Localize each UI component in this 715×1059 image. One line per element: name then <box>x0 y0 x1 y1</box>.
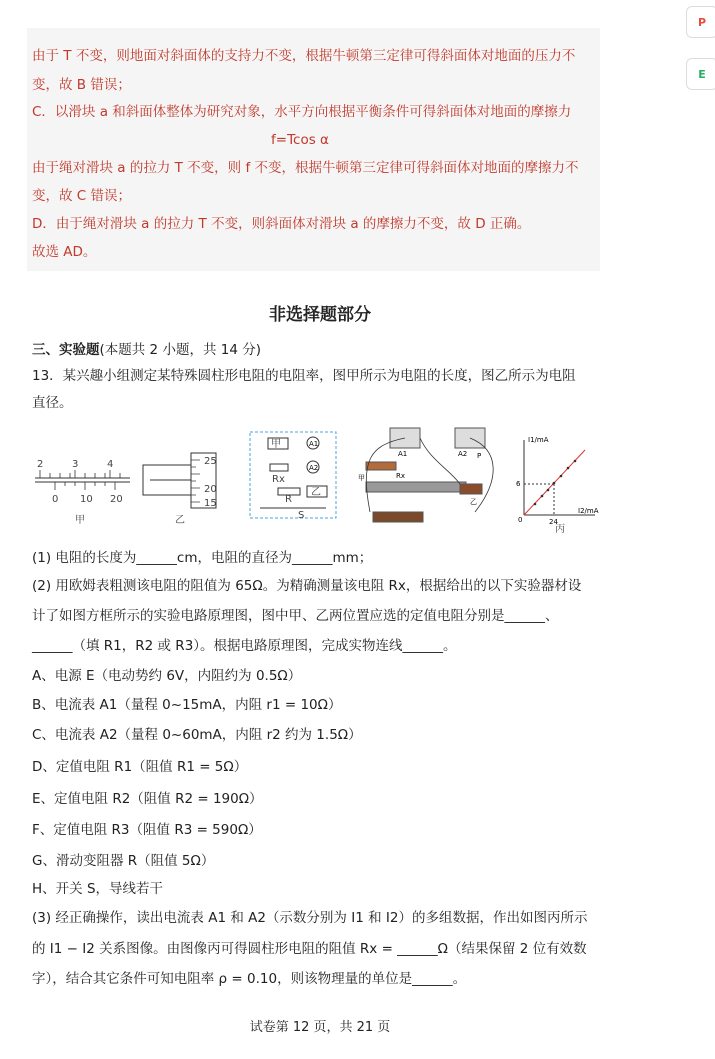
answer-line: D．由于绳对滑块 a 的拉力 T 不变，则斜面体对滑块 a 的摩擦力不变，故 D 正确。 <box>32 216 531 232</box>
ruler-tick: 4 <box>107 459 114 470</box>
experiment-figures <box>30 420 605 540</box>
ruler-tick: 20 <box>110 494 123 505</box>
section-title: 非选择题部分 <box>269 305 371 325</box>
apparatus-label: P <box>477 452 482 460</box>
section-header: 三、实验题 <box>32 342 100 358</box>
pdf-icon[interactable]: P <box>686 6 715 38</box>
section-note: (本题共 2 小题，共 14 分) <box>99 342 261 358</box>
graph-origin: 0 <box>518 516 523 524</box>
ruler-tick: 2 <box>37 459 44 470</box>
answer-formula: f=Tcos α <box>271 132 329 148</box>
micrometer-tick: 15 <box>204 498 217 509</box>
circuit-label: Rx <box>272 474 285 485</box>
answer-line: C．以滑块 a 和斜面体整体为研究对象，水平方向根据平衡条件可得斜面体对地面的摩擦力 <box>32 104 572 120</box>
micrometer-tick: 20 <box>204 484 217 495</box>
option-item: G、滑动变阻器 R（阻值 5Ω） <box>32 853 215 869</box>
apparatus-label: 甲 <box>358 474 365 482</box>
question-part: (2) 用欧姆表粗测该电阻的阻值为 65Ω。为精确测量该电阻 Rx，根据给出的以下实验器材设 <box>32 578 582 594</box>
option-item: E、定值电阻 R2（阻值 R2 = 190Ω） <box>32 791 263 807</box>
circuit-label: A2 <box>309 464 319 472</box>
graph-xlabel: I2/mA <box>578 507 599 515</box>
option-item: F、定值电阻 R3（阻值 R3 = 590Ω） <box>32 822 262 838</box>
circuit-label: R <box>285 494 292 505</box>
apparatus-photo <box>358 428 493 522</box>
ruler-tick: 3 <box>72 459 79 470</box>
figure-label-yi: 乙 <box>175 515 185 526</box>
circuit-diagram <box>250 432 336 521</box>
option-item: H、开关 S，导线若干 <box>32 881 164 897</box>
circuit-label: 乙 <box>311 487 321 498</box>
question-part: ______（填 R1，R2 或 R3）。根据电路原理图，完成实物连线______。 <box>32 638 457 654</box>
circuit-label: A1 <box>309 440 319 448</box>
vernier-ruler-figure <box>35 459 130 526</box>
graph-tick: 6 <box>516 480 521 488</box>
ruler-tick: 0 <box>52 494 59 505</box>
i1-i2-graph <box>516 436 599 535</box>
answer-line: 由于 T 不变，则地面对斜面体的支持力不变，根据牛顿第三定律可得斜面体对地面的压力不 <box>32 48 576 64</box>
micrometer-tick: 25 <box>204 456 217 467</box>
circuit-label: S <box>298 510 305 521</box>
micrometer-figure <box>143 453 217 526</box>
question-text: 直径。 <box>32 395 73 411</box>
question-part: 计了如图方框所示的实验电路原理图，图中甲、乙两位置应选的定值电阻分别是______、 <box>32 608 559 624</box>
question-part: 的 I1 − I2 关系图像。由图像丙可得圆柱形电阻的阻值 Rx = ______Ω（结果保留 2 位有效数 <box>32 941 587 957</box>
option-item: D、定值电阻 R1（阻值 R1 = 5Ω） <box>32 759 248 775</box>
answer-line: 故选 AD。 <box>32 244 97 260</box>
graph-tick: 24 <box>549 518 558 526</box>
answer-line: 由于绳对滑块 a 的拉力 T 不变，则 f 不变，根据牛顿第三定律可得斜面体对地面的摩擦力不 <box>32 160 579 176</box>
ruler-tick: 10 <box>80 494 93 505</box>
answer-line: 变，故 B 错误； <box>32 77 131 93</box>
question-part: (1) 电阻的长度为______cm，电阻的直径为______mm； <box>32 550 373 566</box>
excel-icon[interactable]: E <box>686 58 715 90</box>
question-text: 13．某兴趣小组测定某特殊圆柱形电阻的电阻率，图甲所示为电阻的长度，图乙所示为电阻 <box>32 368 576 384</box>
question-part: 字），结合其它条件可知电阻率 ρ = 0.10，则该物理量的单位是______。 <box>32 971 467 987</box>
option-item: B、电流表 A1（量程 0~15mA，内阻 r1 = 10Ω） <box>32 697 342 713</box>
answer-line: 变，故 C 错误； <box>32 188 132 204</box>
apparatus-label: A2 <box>458 450 468 458</box>
circuit-label: 甲 <box>271 439 281 450</box>
apparatus-label: 乙 <box>470 498 477 506</box>
apparatus-label: Rx <box>396 472 406 480</box>
option-item: C、电流表 A2（量程 0~60mA，内阻 r2 约为 1.5Ω） <box>32 727 362 743</box>
option-item: A、电源 E（电动势约 6V，内阻约为 0.5Ω） <box>32 668 302 684</box>
figure-label-bing: 丙 <box>555 524 565 535</box>
page-footer: 试卷第 12 页，共 21 页 <box>249 1020 391 1035</box>
apparatus-label: A1 <box>398 450 408 458</box>
graph-ylabel: I1/mA <box>528 436 549 444</box>
figure-label-jia: 甲 <box>75 515 85 526</box>
question-part: (3) 经正确操作，读出电流表 A1 和 A2（示数分别为 I1 和 I2）的多组数据，作出如图丙所示 <box>32 910 588 926</box>
